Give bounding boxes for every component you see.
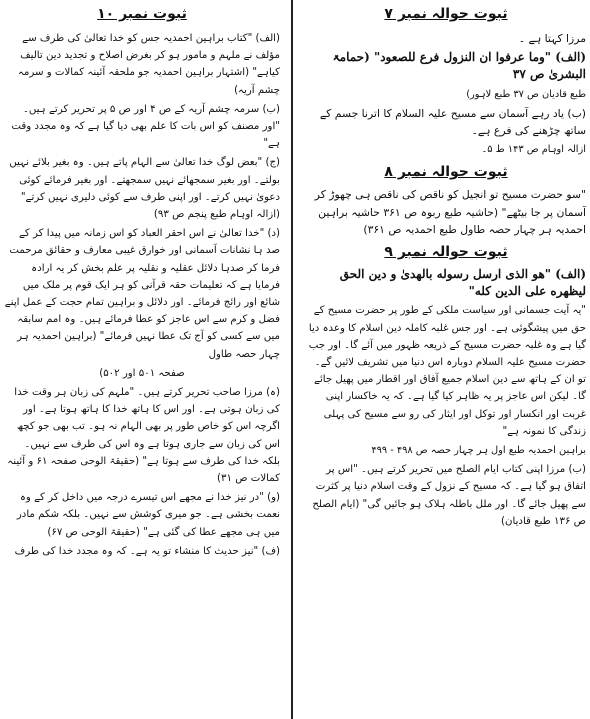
heading-proof-10: ثبوت نمبر ۱۰ bbox=[97, 6, 187, 22]
left-column bbox=[0, 0, 288, 719]
paragraph-reference-9: "یہ آیت جسمانی اور سیاست ملکی کے طور پر حضرت مسیح کے حق میں پیشگوئی ہے۔ اور جس غلبہ کاملہ دین اسلام کا وعدہ دیا گیا ہے وہ غلبہ حضرت مسیح کے ذریعہ ظہور میں آئے گا۔ اور جب حضرت مسیح علیہ السلام دوبارہ اس دنیا میں تشریف لائیں گے۔ تو ان کے ہاتھ سے دین اسلام جمیع آفاق اور اقطار میں پھیل جائے گا۔ لیکن اس عاجز پر یہ ظاہر کیا گیا ہے۔ کہ یہ خاکسار اپنی غربت اور انکسار اور توکل اور ایثار کی رو سے مسیح کی پہلی زندگی کا نمونہ ہے" bbox=[308, 305, 586, 437]
paragraph-dal: (د) "خدا تعالیٰ نے اس احقر العباد کو اس زمانہ میں پیدا کر کے صد ہا نشانات آسمانی اور خوارق غیبی معارف و حقائق مرحمت فرما کر صدہا دلائل عقلیہ و نقلیہ پر علم بخش کر یہ ارادہ فرمایا ہے کہ تعلیمات حقہ قرآنی کو ہر ایک قوم پر ملک میں شائع اور رائج فرمائے۔ اور دلائل و براہین تمام حجت کے عمل اپنے فضل و کرم سے اس عاجز کو عطا فرمائے ہیں۔ وہ امم سابقہ میں سے کسی کو آج تک عطا نہیں فرمائے" (براہین احمدیہ ہر چہار حصہ طاول bbox=[4, 228, 280, 360]
paragraph-reference-9-source: براہین احمدیہ طبع اول ہر چہار حصہ ص ۴۹۸ - ۴۹۹ bbox=[371, 445, 586, 457]
paragraph-alif: (الف) "کتاب براہین احمدیہ جس کو خدا تعالیٰ کی طرف سے مؤلف نے ملہم و مامور ہو کر بغرض اصلاح و تجدید دین تالیف کیاہے" (اشتہار براہین احمدیہ جو ملحقہ آئینہ کمالات و سرمہ چشم آریہ) bbox=[17, 33, 280, 96]
arabic-quote-reference: طبع قادیان ص ۳۷ طبع لاہور) bbox=[466, 88, 586, 100]
paragraph-fe: (ف) "نیز حدیث کا منشاء تو یہ ہے۔ کہ وہ مجدد خدا کی طرف bbox=[14, 545, 280, 557]
paragraph-b-ayyam-al-sulh: (ب) مرزا اپنی کتاب ایام الصلح میں تحریر کرتے ہیں۔ "اس پر اتفاق ہو گیا ہے۔ کہ مسیح کے نزول کے وقت اسلام دنیا پر کثرت سے پھیل جائے گا۔ اور ملل باطلہ ہلاک ہو جائیں گی" (ایام الصلح ص ۱۳۶ طبع قادیان) bbox=[312, 464, 586, 527]
paragraph-waw: (و) "در نیز خدا نے مجھے اس تیسرے درجہ میں داخل کر کے وہ نعمت بخشی ہے۔ جو میری کوشش سے نہیں۔ بلکہ شکم مادر میں ہی مجھے عطا کی گئی ہے" (حقیقۃ الوحی ص ۶۷) bbox=[16, 492, 280, 538]
right-column bbox=[298, 0, 590, 719]
heading-reference-8: ثبوت حوالہ نمبر ۸ bbox=[384, 164, 508, 181]
paragraph-dal-pages: صفحہ ۵۰۱ اور ۵۰۲) bbox=[99, 367, 185, 379]
paragraph-b-reference: ازالہ اوہام ص ۱۴۳ ط ۵۔ bbox=[481, 144, 586, 156]
paragraph-reference-8: "سو حضرت مسیح تو انجیل کو ناقص کی ناقص ہی چھوڑ کر آسمان پر جا بیٹھے" (حاشیہ طبع ربوہ ص ۳۶۱ حاشیہ براہین احمدیہ ہر چہار حصہ طاول طبع احمدیہ ص ۳۶۱) bbox=[314, 188, 586, 236]
paragraph-b: (ب) سرمہ چشم آریہ کے ص ۴ اور ص ۵ پر تحریر کرتے ہیں۔ "اور مصنف کو اس بات کا علم بھی دیا گیا ہے کہ وہ مجدد وقت ہے" bbox=[11, 103, 280, 150]
heading-reference-9: ثبوت حوالہ نمبر ۹ bbox=[384, 244, 508, 261]
paragraph-jim: (ج) "بعض لوگ خدا تعالیٰ سے الہام پاتے ہیں۔ وہ بغیر بلائے نہیں بولتے۔ اور بغیر سمجھائے نہیں سمجھتے۔ اور بغیر فرمائے کوئی دعویٰ نہیں کرتے۔ اور اپنی طرف سے کوئی دلیری نہیں کرتے" (ازالہ اوہام طبع پنجم ص ۹۳) bbox=[9, 157, 280, 221]
intro-text: مرزا کہتا ہے ۔ bbox=[518, 32, 586, 45]
paragraph-he: (ہ) مرزا صاحب تحریر کرتے ہیں۔ "ملہم کی زبان ہر وقت خدا کی زبان ہوتی ہے۔ اور اس کا ہاتھ خدا کا ہاتھ ہوتا ہے۔ اور اگرچہ اس کو خاص طور پر بھی الہام نہ ہو۔ تب بھی جو کچھ اس کی زبان سے جاری ہوتا ہے وہ اس کی طرف سے نہیں۔ بلکہ خدا کی طرف سے ہوتا ہے" (حقیقۃ الوحی صفحہ ۶۱ و آئینہ کمالات ص ۳۱) bbox=[7, 387, 280, 485]
arabic-quote: (الف) "وما عرفوا ان النزول فرع للصعود" (حمامۃ البشریٰ ص ۳۷ bbox=[332, 50, 586, 82]
heading-reference-7: ثبوت حوالہ نمبر ۷ bbox=[384, 6, 508, 22]
column-divider bbox=[291, 0, 293, 719]
paragraph-b: (ب) یاد رہے آسمان سے مسیح علیہ السلام کا اترنا جسم کے ساتھ چڑھنے کی فرع ہے۔ bbox=[319, 106, 586, 138]
arabic-verse-9: (الف) "هو الذی ارسل رسوله بالهدیٰ و دین الحق لیظهره علی الدین کله" bbox=[339, 267, 586, 299]
